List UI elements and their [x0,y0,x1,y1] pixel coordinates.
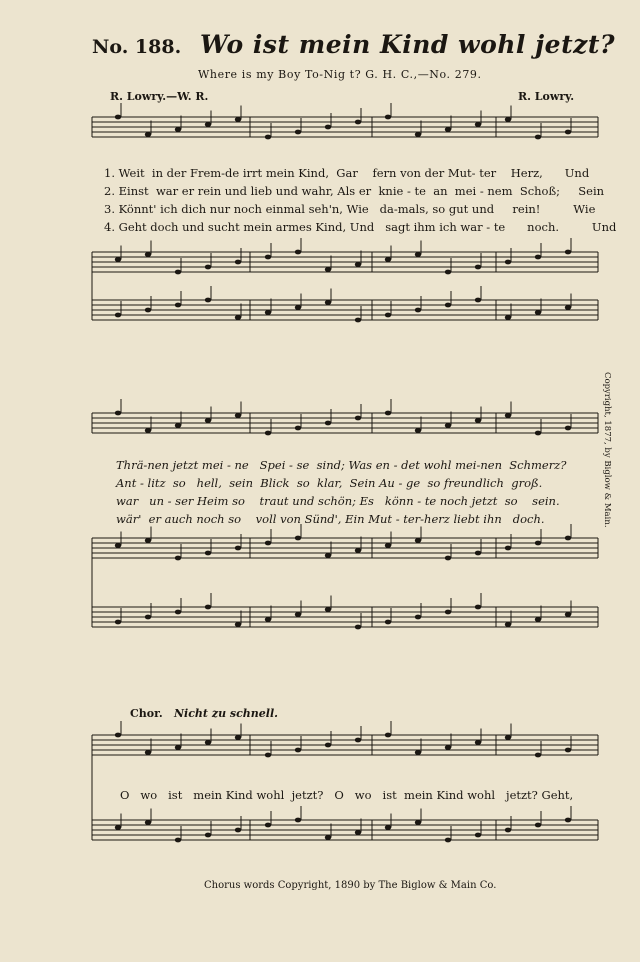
note-head [265,310,271,315]
note-head [265,541,271,546]
note-head [385,620,391,625]
note-head [505,735,511,740]
note-head [175,270,181,275]
note-head [205,265,211,270]
note-head [385,115,391,120]
note-head [475,122,481,127]
note-head [115,411,121,416]
note-head [535,753,541,758]
note-head [565,612,571,617]
note-head [205,740,211,745]
hymn-title: Wo ist mein Kind wohl jetzt? [200,30,616,59]
note-head [325,743,331,748]
note-head [415,538,421,543]
note-head [145,538,151,543]
note-head [535,310,541,315]
note-head [325,125,331,130]
note-head [505,117,511,122]
note-head [535,431,541,436]
note-head [355,548,361,553]
verse-1-line-2: Thrä-nen jetzt mei - ne Spei - se sind; Was en - det wohl mei-nen Schmerz? [116,458,567,472]
verse-4-line-2: wär' er auch noch so voll von Sünd', Ein Mut - ter-herz liebt ihn doch. [116,512,545,526]
note-head [385,543,391,548]
note-head [385,313,391,318]
chorus-tempo: Nicht zu schnell. [174,707,278,720]
note-head [505,622,511,627]
verse-1-line-1: 1. Weit in der Frem-de irrt mein Kind, Gar fern von der Mut- ter Herz, Und [104,166,590,180]
note-head [295,818,301,823]
note-head [145,750,151,755]
note-head [325,300,331,305]
hymn-subtitle: Where is my Boy To-Nig t? G. H. C.,—No. 279. [198,68,482,81]
note-head [205,298,211,303]
note-head [265,431,271,436]
note-head [535,617,541,622]
note-head [175,127,181,132]
note-head [355,318,361,323]
verse-4-line-1: 4. Geht doch und sucht mein armes Kind, Und sagt ihm ich war - te noch. Und [104,220,617,234]
note-head [325,421,331,426]
chorus-lyric: O wo ist mein Kind wohl jetzt? O wo ist mein Kind wohl jetzt? Geht, [120,788,574,802]
note-head [475,605,481,610]
chorus-label: Chor. [130,707,163,720]
note-head [205,551,211,556]
note-head [205,122,211,127]
note-head [115,620,121,625]
note-head [115,543,121,548]
note-head [415,308,421,313]
note-head [205,833,211,838]
note-head [145,820,151,825]
note-head [235,260,241,265]
note-head [205,605,211,610]
verse-2-line-1: 2. Einst war er rein und lieb und wahr, Als er knie - te an mei - nem Schoß; Sein [104,184,605,198]
verse-3-line-2: war un - ser Heim so traut und schön; Es könn - te noch jetzt so sein. [116,494,560,508]
hymn-number: No. 188. [92,36,182,58]
note-head [385,733,391,738]
note-head [205,418,211,423]
note-head [115,115,121,120]
note-head [565,748,571,753]
note-head [175,838,181,843]
note-head [115,733,121,738]
note-head [235,413,241,418]
note-head [235,735,241,740]
note-head [415,428,421,433]
note-head [325,835,331,840]
note-head [145,252,151,257]
note-head [235,315,241,320]
note-head [355,738,361,743]
note-head [505,546,511,551]
note-head [175,303,181,308]
note-head [175,745,181,750]
note-head [145,615,151,620]
side-copyright: Copyright, 1877, by Biglow & Main. [602,372,612,528]
note-head [115,313,121,318]
note-head [475,298,481,303]
note-head [385,825,391,830]
note-head [505,413,511,418]
note-head [535,255,541,260]
verse-3-line-1: 3. Könnt' ich dich nur noch einmal seh'n, Wie da-mals, so gut und rein! Wie [104,202,596,216]
note-head [535,135,541,140]
note-head [445,423,451,428]
note-head [565,130,571,135]
note-head [415,132,421,137]
note-head [265,617,271,622]
note-head [235,828,241,833]
note-head [415,252,421,257]
note-head [565,250,571,255]
note-head [475,833,481,838]
note-head [355,625,361,630]
note-head [295,612,301,617]
note-head [295,305,301,310]
note-head [535,541,541,546]
note-head [415,750,421,755]
note-head [295,130,301,135]
footer-copyright: Chorus words Copyright, 1890 by The Biglow & Main Co. [204,880,497,891]
note-head [115,257,121,262]
note-head [265,135,271,140]
credit-music: R. Lowry. [518,90,575,103]
note-head [565,818,571,823]
note-head [145,428,151,433]
note-head [445,303,451,308]
note-head [145,308,151,313]
note-head [565,426,571,431]
note-head [175,610,181,615]
note-head [415,820,421,825]
note-head [325,553,331,558]
note-head [235,117,241,122]
note-head [265,753,271,758]
note-head [475,740,481,745]
note-head [475,265,481,270]
note-head [115,825,121,830]
note-head [385,411,391,416]
note-head [235,546,241,551]
note-head [355,120,361,125]
note-head [505,260,511,265]
note-head [295,250,301,255]
note-head [235,622,241,627]
note-head [295,426,301,431]
note-head [445,270,451,275]
note-head [355,416,361,421]
note-head [325,607,331,612]
note-head [445,556,451,561]
verse-2-line-2: Ant - litz so hell, sein Blick so klar, Sein Au - ge so freundlich groß. [116,476,543,490]
note-head [265,823,271,828]
note-head [175,423,181,428]
note-head [325,267,331,272]
note-head [535,823,541,828]
note-head [175,556,181,561]
note-head [145,132,151,137]
note-head [295,536,301,541]
note-head [475,551,481,556]
note-head [565,536,571,541]
note-head [445,838,451,843]
note-head [295,748,301,753]
note-head [505,828,511,833]
note-head [505,315,511,320]
note-head [445,610,451,615]
note-head [475,418,481,423]
note-head [385,257,391,262]
note-head [355,262,361,267]
note-head [445,745,451,750]
credit-words: R. Lowry.—W. R. [110,90,209,103]
note-head [265,255,271,260]
note-head [565,305,571,310]
note-head [355,830,361,835]
note-head [445,127,451,132]
note-head [415,615,421,620]
